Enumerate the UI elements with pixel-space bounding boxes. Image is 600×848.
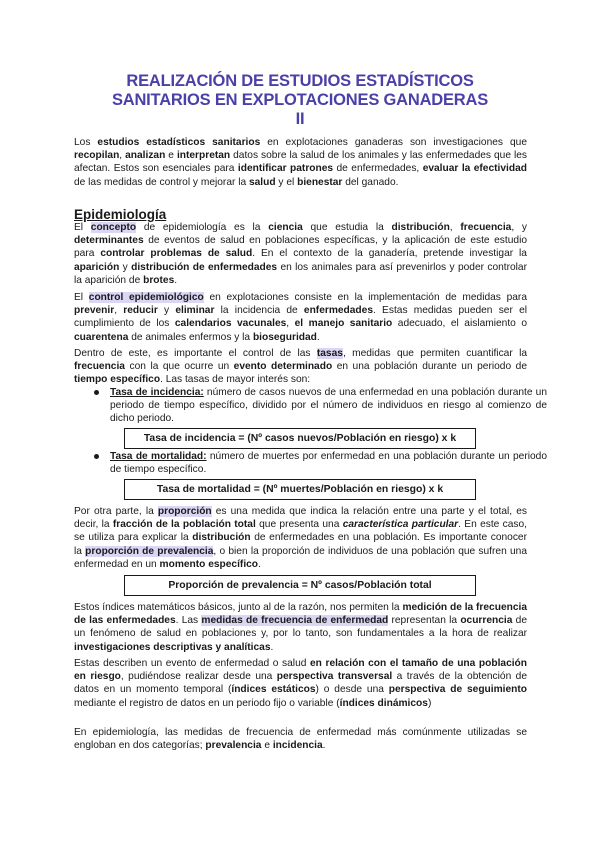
title-line-3: II xyxy=(295,110,305,128)
paragraph-epidemiological-control: El control epidemiológico en explotaciones consiste en la implementación de medidas para prevenir, reducir y eliminar la incidencia de enfermedades. Estas medidas pueden ser el cumplimiento de los calendarios vacunales, el manejo sanitario adecuado, el aislamiento o cuarentena de animales enfermos y la bioseguridad. xyxy=(74,292,528,343)
bullet-icon xyxy=(94,390,99,395)
intro-paragraph: Los estudios estadísticos sanitarios en explotaciones ganaderas son investigaciones que recopilan, analizan e interpretan datos sobre la salud de los animales y las enfermedades que les afectan. Estos son esenciales para identificar patrones de enfermedades, evaluar la efectividad de las medidas de control y mejorar la salud y el bienestar del ganado. xyxy=(74,137,527,188)
list-item-incidence-rate: Tasa de incidencia: número de casos nuevos de una enfermedad en una población durante un periodo de tiempo específico, dividido por el número de individuos en riesgo al comienzo de dicho periodo. xyxy=(90,386,547,426)
formula-prevalence-proportion: Proporción de prevalencia = Nº casos/Población total xyxy=(124,575,476,596)
title-line-1: REALIZACIÓN DE ESTUDIOS ESTADÍSTICOS xyxy=(126,72,474,90)
paragraph-perspectives: Estas describen un evento de enfermedad o salud en relación con el tamaño de una población en riesgo, pudiéndose realizar desde una perspectiva transversal a través de la obtención de datos en un momento temporal (índices estáticos) o desde una perspectiva de seguimiento mediante el registro de datos en un periodo fijo o variable (índices dinámicos) xyxy=(74,658,528,709)
paragraph-frequency-measures: Estos índices matemáticos básicos, junto al de la razón, nos permiten la medición de la frecuencia de las enfermedades. Las medidas de frecuencia de enfermedad representan la ocurrencia de un fenómeno de salud en poblaciones y, por lo tanto, son fundamentales a la hora de realizar investigaciones descriptivas y analíticas. xyxy=(74,602,527,653)
title-line-2: SANITARIOS EN EXPLOTACIONES GANADERAS xyxy=(111,91,489,109)
bullet-icon xyxy=(94,454,99,459)
paragraph-rates: Dentro de este, es importante el control de las tasas, medidas que permiten cuantificar la frecuencia con la que ocurre un evento determinado en una población durante un periodo de tiempo específico. Las tasas de mayor interés son: xyxy=(74,348,527,386)
document-title xyxy=(60,72,540,129)
formula-incidence-rate: Tasa de incidencia = (Nº casos nuevos/Población en riesgo) x k xyxy=(124,428,476,449)
list-item-mortality-rate: Tasa de mortalidad: número de muertes por enfermedad en una población durante un periodo de tiempo específico. xyxy=(90,450,547,476)
formula-mortality-rate: Tasa de mortalidad = (Nº muertes/Población en riesgo) x k xyxy=(124,479,476,500)
paragraph-proportion: Por otra parte, la proporción es una medida que indica la relación entre una parte y el total, es decir, la fracción de la población total que presenta una característica particular. En este caso, se utiliza para explicar la distribución de enfermedades en una población. Es importante conocer la proporción de prevalencia, o bien la proporción de individuos de una población que sufren una enfermedad en un momento específico. xyxy=(74,506,527,570)
section-heading: Epidemiología xyxy=(74,207,167,222)
paragraph-epidemiology-concept: El concepto de epidemiología es la ciencia que estudia la distribución, frecuencia, y determinantes de eventos de salud en poblaciones específicas, y la aplicación de este estudio para controlar problemas de salud. En el contexto de la ganadería, pretende investigar la aparición y distribución de enfermedades en los animales para así prevenirlos y poder controlar la aparición de brotes. xyxy=(74,222,528,286)
paragraph-categories: En epidemiología, las medidas de frecuencia de enfermedad más comúnmente utilizadas se engloban en dos categorías; prevalencia e incidencia. xyxy=(74,727,527,752)
